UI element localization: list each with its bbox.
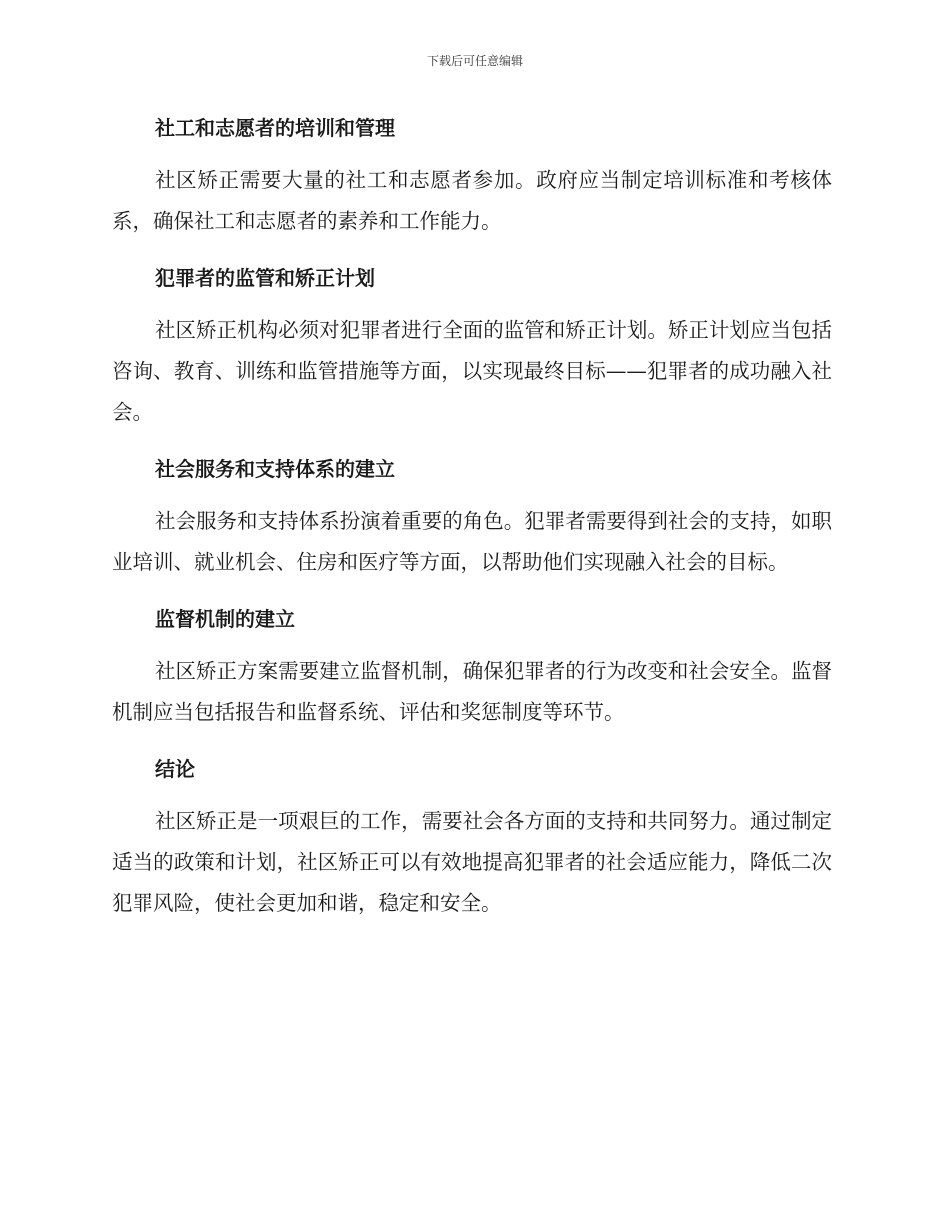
section-conclusion	[112, 749, 832, 924]
section-paragraph: 社区矫正机构必须对犯罪者进行全面的监管和矫正计划。矫正计划应当包括咨询、教育、训练和监管措施等方面，以实现最终目标——犯罪者的成功融入社会。	[112, 318, 832, 424]
section-heading: 社会服务和支持体系的建立	[155, 457, 395, 481]
section-training	[112, 108, 832, 242]
section-heading: 社工和志愿者的培训和管理	[155, 116, 395, 140]
section-paragraph: 社会服务和支持体系扮演着重要的角色。犯罪者需要得到社会的支持，如职业培训、就业机会、住房和医疗等方面，以帮助他们实现融入社会的目标。	[112, 509, 832, 574]
section-heading: 结论	[155, 757, 195, 781]
section-oversight	[112, 599, 832, 733]
section-supervision-plan	[112, 258, 832, 433]
section-paragraph: 社区矫正方案需要建立监督机制，确保犯罪者的行为改变和社会安全。监督机制应当包括报告和监督系统、评估和奖惩制度等环节。	[112, 659, 832, 724]
section-heading: 犯罪者的监管和矫正计划	[155, 266, 375, 290]
page-header: 下载后可任意编辑	[426, 54, 523, 68]
section-heading: 监督机制的建立	[155, 607, 295, 631]
section-paragraph: 社区矫正需要大量的社工和志愿者参加。政府应当制定培训标准和考核体系，确保社工和志愿者的素养和工作能力。	[112, 168, 832, 233]
section-social-services	[112, 449, 832, 583]
document-body	[112, 108, 832, 940]
section-paragraph: 社区矫正是一项艰巨的工作，需要社会各方面的支持和共同努力。通过制定适当的政策和计划，社区矫正可以有效地提高犯罪者的社会适应能力，降低二次犯罪风险，使社会更加和谐，稳定和安全。	[112, 809, 832, 915]
